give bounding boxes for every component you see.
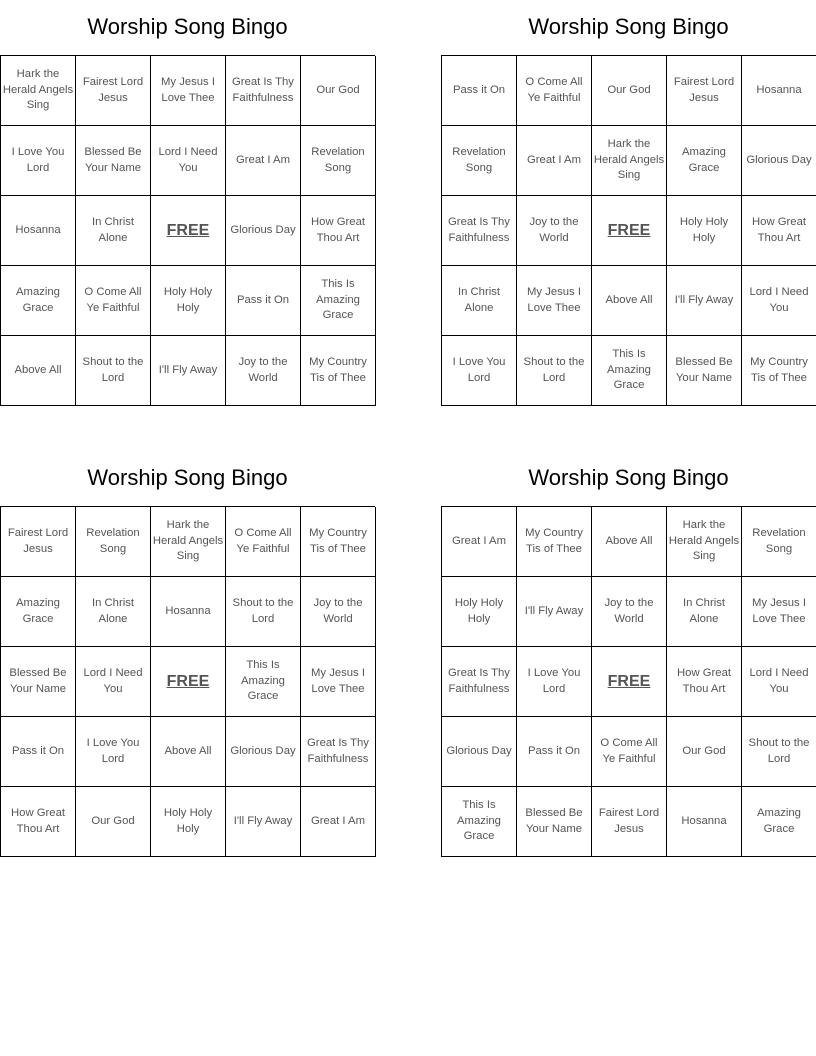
bingo-cell: My Jesus I Love Thee <box>301 647 376 717</box>
bingo-cell: O Come All Ye Faithful <box>592 717 667 787</box>
bingo-cell: Holy Holy Holy <box>151 787 226 857</box>
card-title: Worship Song Bingo <box>528 14 729 39</box>
bingo-cell: O Come All Ye Faithful <box>76 266 151 336</box>
bingo-card <box>0 451 375 857</box>
bingo-cell: Holy Holy Holy <box>667 196 742 266</box>
bingo-cell: Joy to the World <box>301 577 376 647</box>
bingo-cell: Hark the Herald Angels Sing <box>667 507 742 577</box>
bingo-cell: Blessed Be Your Name <box>76 126 151 196</box>
bingo-cell: Great Is Thy Faithfulness <box>301 717 376 787</box>
bingo-cell: Blessed Be Your Name <box>1 647 76 717</box>
bingo-cell: Pass it On <box>442 56 517 126</box>
card-title: Worship Song Bingo <box>87 14 288 39</box>
bingo-grid <box>0 55 375 406</box>
bingo-cell: In Christ Alone <box>76 196 151 266</box>
bingo-cell: Hark the Herald Angels Sing <box>151 507 226 577</box>
bingo-cell: Fairest Lord Jesus <box>667 56 742 126</box>
bingo-cell: My Country Tis of Thee <box>301 507 376 577</box>
bingo-cell: How Great Thou Art <box>742 196 816 266</box>
bingo-cell: Holy Holy Holy <box>151 266 226 336</box>
bingo-cell: Above All <box>151 717 226 787</box>
bingo-cell: I Love You Lord <box>442 336 517 406</box>
bingo-cell: Our God <box>301 56 376 126</box>
free-space: FREE <box>151 196 226 266</box>
bingo-cell: Great I Am <box>442 507 517 577</box>
bingo-cell: Lord I Need You <box>742 647 816 717</box>
bingo-cell: Great I Am <box>226 126 301 196</box>
bingo-cell: Great Is Thy Faithfulness <box>442 647 517 717</box>
bingo-cell: My Jesus I Love Thee <box>517 266 592 336</box>
bingo-cell: How Great Thou Art <box>667 647 742 717</box>
bingo-cell: Hosanna <box>742 56 816 126</box>
bingo-cell: I'll Fly Away <box>517 577 592 647</box>
bingo-cell: Above All <box>1 336 76 406</box>
bingo-cell: Shout to the Lord <box>226 577 301 647</box>
card-title: Worship Song Bingo <box>87 465 288 490</box>
bingo-cell: Above All <box>592 266 667 336</box>
bingo-cell: Lord I Need You <box>742 266 816 336</box>
card-title: Worship Song Bingo <box>528 465 729 490</box>
bingo-cell: My Country Tis of Thee <box>517 507 592 577</box>
bingo-cell: Great I Am <box>301 787 376 857</box>
bingo-cell: Joy to the World <box>517 196 592 266</box>
bingo-cell: Amazing Grace <box>667 126 742 196</box>
bingo-cell: This Is Amazing Grace <box>226 647 301 717</box>
bingo-cell: My Jesus I Love Thee <box>151 56 226 126</box>
bingo-cell: This Is Amazing Grace <box>592 336 667 406</box>
bingo-cell: Hosanna <box>1 196 76 266</box>
bingo-grid <box>0 506 375 857</box>
free-space: FREE <box>151 647 226 717</box>
bingo-cell: Great I Am <box>517 126 592 196</box>
bingo-cell: Above All <box>592 507 667 577</box>
bingo-cell: I Love You Lord <box>1 126 76 196</box>
bingo-cell: Our God <box>592 56 667 126</box>
bingo-cell: Blessed Be Your Name <box>667 336 742 406</box>
bingo-cell: In Christ Alone <box>667 577 742 647</box>
bingo-cell: My Country Tis of Thee <box>301 336 376 406</box>
bingo-cell: Revelation Song <box>742 507 816 577</box>
bingo-cell: Glorious Day <box>226 717 301 787</box>
free-space: FREE <box>592 647 667 717</box>
bingo-cell: Glorious Day <box>226 196 301 266</box>
bingo-cell: O Come All Ye Faithful <box>517 56 592 126</box>
bingo-grid <box>441 55 816 406</box>
bingo-cell: Amazing Grace <box>1 577 76 647</box>
bingo-cell: This Is Amazing Grace <box>301 266 376 336</box>
bingo-cell: How Great Thou Art <box>301 196 376 266</box>
bingo-cell: Our God <box>76 787 151 857</box>
bingo-cell: Fairest Lord Jesus <box>1 507 76 577</box>
bingo-cell: Revelation Song <box>442 126 517 196</box>
bingo-cell: I Love You Lord <box>517 647 592 717</box>
bingo-cell: Pass it On <box>517 717 592 787</box>
bingo-cell: Pass it On <box>226 266 301 336</box>
bingo-cell: Our God <box>667 717 742 787</box>
bingo-cell: Great Is Thy Faithfulness <box>442 196 517 266</box>
bingo-cell: Fairest Lord Jesus <box>76 56 151 126</box>
bingo-cell: Pass it On <box>1 717 76 787</box>
bingo-cell: Hosanna <box>667 787 742 857</box>
bingo-cell: Glorious Day <box>442 717 517 787</box>
bingo-cell: Shout to the Lord <box>76 336 151 406</box>
bingo-card <box>0 0 375 406</box>
bingo-cell: Shout to the Lord <box>742 717 816 787</box>
bingo-cell: Holy Holy Holy <box>442 577 517 647</box>
bingo-cell: Hosanna <box>151 577 226 647</box>
bingo-cell: How Great Thou Art <box>1 787 76 857</box>
bingo-card <box>441 0 816 406</box>
bingo-cell: Great Is Thy Faithfulness <box>226 56 301 126</box>
bingo-cell: In Christ Alone <box>442 266 517 336</box>
bingo-cell: Glorious Day <box>742 126 816 196</box>
bingo-cell: Joy to the World <box>592 577 667 647</box>
bingo-cell: O Come All Ye Faithful <box>226 507 301 577</box>
bingo-cell: Fairest Lord Jesus <box>592 787 667 857</box>
bingo-cell: This Is Amazing Grace <box>442 787 517 857</box>
bingo-cell: Hark the Herald Angels Sing <box>1 56 76 126</box>
bingo-cell: Blessed Be Your Name <box>517 787 592 857</box>
free-space: FREE <box>592 196 667 266</box>
bingo-cell: Amazing Grace <box>742 787 816 857</box>
bingo-cell: My Jesus I Love Thee <box>742 577 816 647</box>
bingo-cell: I'll Fly Away <box>667 266 742 336</box>
bingo-cell: Amazing Grace <box>1 266 76 336</box>
bingo-cell: Hark the Herald Angels Sing <box>592 126 667 196</box>
bingo-cell: Lord I Need You <box>76 647 151 717</box>
bingo-cell: I'll Fly Away <box>151 336 226 406</box>
bingo-cell: Lord I Need You <box>151 126 226 196</box>
bingo-cell: Shout to the Lord <box>517 336 592 406</box>
bingo-cell: Revelation Song <box>76 507 151 577</box>
bingo-card <box>441 451 816 857</box>
bingo-grid <box>441 506 816 857</box>
bingo-cell: My Country Tis of Thee <box>742 336 816 406</box>
bingo-cell: Joy to the World <box>226 336 301 406</box>
bingo-cell: In Christ Alone <box>76 577 151 647</box>
bingo-cell: I Love You Lord <box>76 717 151 787</box>
bingo-cell: I'll Fly Away <box>226 787 301 857</box>
bingo-cell: Revelation Song <box>301 126 376 196</box>
